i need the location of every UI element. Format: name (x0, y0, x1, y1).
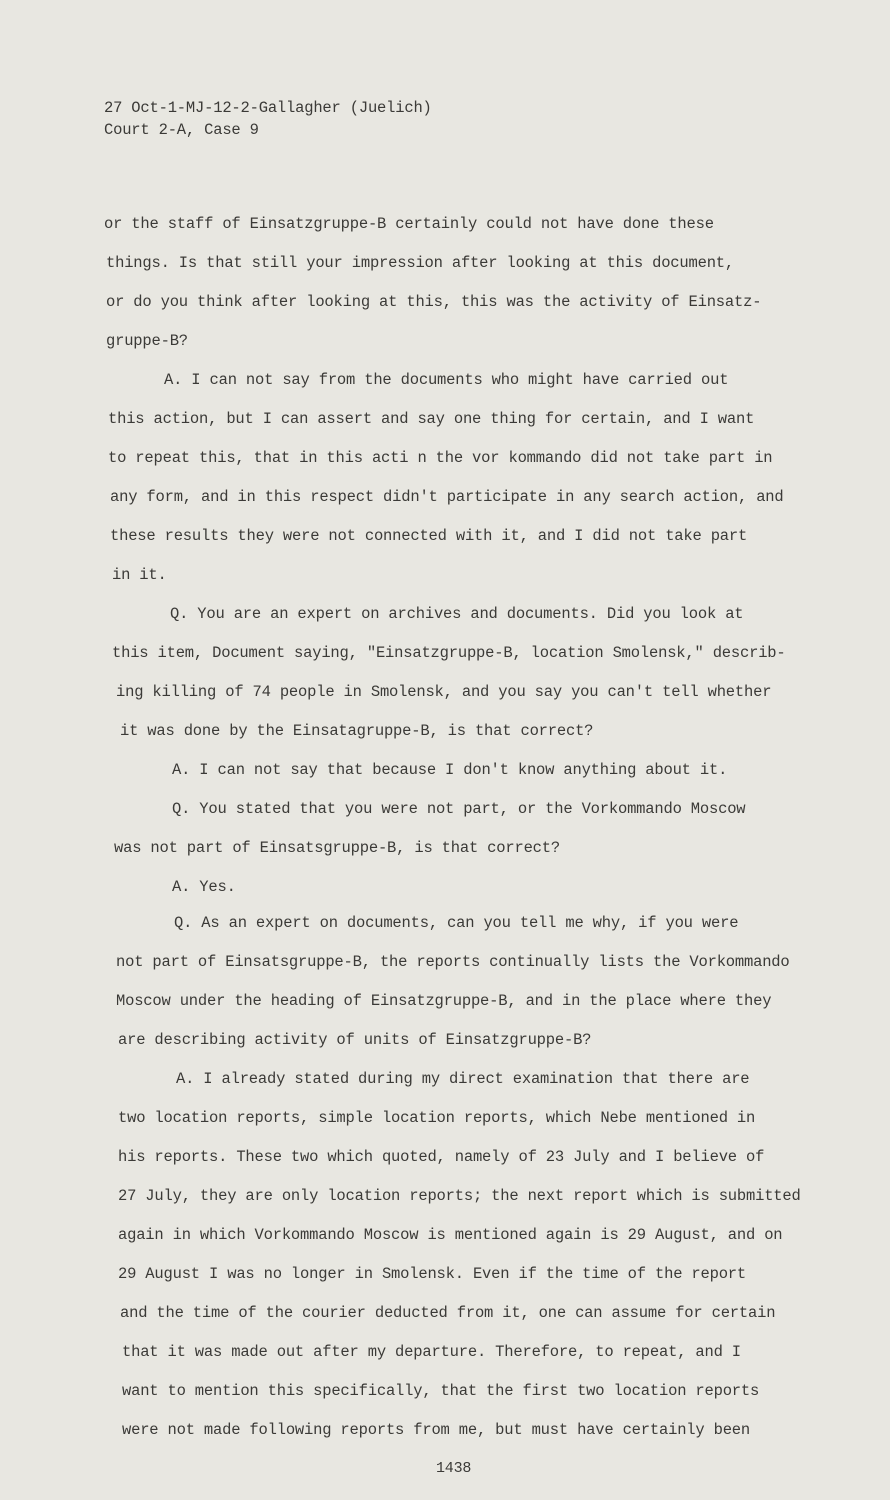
transcript-line: Q. You are an expert on archives and documents. Did you look at (170, 605, 744, 623)
transcript-line: are describing activity of units of Einsatzgruppe-B? (118, 1031, 592, 1049)
transcript-line: 27 July, they are only location reports; the next report which is submitted (118, 1187, 801, 1205)
transcript-line: or the staff of Einsatzgruppe-B certainly could not have done these (104, 215, 714, 233)
transcript-line: his reports. These two which quoted, namely of 23 July and I believe of (118, 1148, 765, 1166)
transcript-line: Q. You stated that you were not part, or the Vorkommando Moscow (172, 800, 746, 818)
transcript-line: to repeat this, that in this acti n the vor kommando did not take part in (108, 449, 773, 467)
transcript-line: again in which Vorkommando Moscow is mentioned again is 29 August, and on (118, 1226, 783, 1244)
transcript-line: and the time of the courier deducted from it, one can assume for certain (120, 1304, 776, 1322)
document-header (104, 97, 432, 141)
transcript-line: it was done by the Einsatagruppe-B, is that correct? (120, 722, 594, 740)
transcript-line: any form, and in this respect didn't participate in any search action, and (110, 488, 784, 506)
transcript-line: ing killing of 74 people in Smolensk, and you say you can't tell whether (116, 683, 772, 701)
transcript-line: was not part of Einsatsgruppe-B, is that correct? (114, 839, 560, 857)
transcript-line: gruppe-B? (106, 332, 188, 350)
transcript-line: not part of Einsatsgruppe-B, the reports continually lists the Vorkommando (116, 953, 790, 971)
transcript-line: want to mention this specifically, that the first two location reports (122, 1382, 760, 1400)
transcript-line: in it. (112, 566, 167, 584)
transcript-line: this item, Document saying, "Einsatzgruppe-B, location Smolensk," describ- (112, 644, 786, 662)
transcript-line: A. I can not say that because I don't know anything about it. (172, 761, 728, 779)
transcript-line: 29 August I was no longer in Smolensk. Even if the time of the report (118, 1265, 747, 1283)
transcript-line: were not made following reports from me, but must have certainly been (122, 1421, 751, 1439)
transcript-line: this action, but I can assert and say one thing for certain, and I want (108, 410, 755, 428)
page-number: 1438 (436, 1460, 472, 1477)
transcript-line: these results they were not connected with it, and I did not take part (110, 527, 748, 545)
transcript-line: A. I already stated during my direct examination that there are (176, 1070, 750, 1088)
header-court-line: Court 2-A, Case 9 (104, 121, 259, 139)
transcript-line: things. Is that still your impression after looking at this document, (106, 254, 735, 272)
transcript-line: or do you think after looking at this, this was the activity of Einsatz- (106, 293, 762, 311)
transcript-line: A. I can not say from the documents who might have carried out (164, 371, 729, 389)
transcript-line: that it was made out after my departure. Therefore, to repeat, and I (122, 1343, 741, 1361)
transcript-line: A. Yes. (172, 878, 236, 896)
header-case-line: 27 Oct-1-MJ-12-2-Gallagher (Juelich) (104, 99, 432, 117)
transcript-line: Q. As an expert on documents, can you tell me why, if you were (174, 914, 739, 932)
transcript-line: two location reports, simple location reports, which Nebe mentioned in (118, 1109, 756, 1127)
transcript-line: Moscow under the heading of Einsatzgruppe-B, and in the place where they (116, 992, 772, 1010)
